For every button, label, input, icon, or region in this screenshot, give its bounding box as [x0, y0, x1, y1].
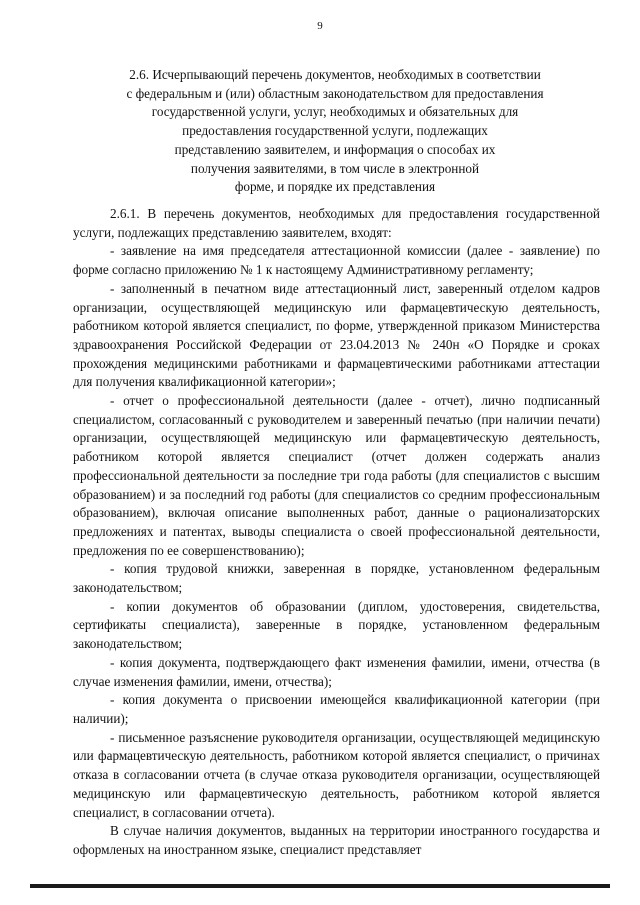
bottom-rule — [30, 884, 610, 888]
section-heading — [100, 66, 570, 197]
heading-line: с федеральным и (или) областным законодательством для предоставления — [126, 85, 544, 101]
heading-line: представлению заявителем, и информация о способах их — [174, 141, 496, 157]
paragraph-item: - копия документа, подтверждающего факт изменения фамилии, имени, отчества (в случае изменения фамилии, имени, отчества); — [73, 654, 600, 689]
heading-line: 2.6. Исчерпывающий перечень документов, необходимых в соответствии — [129, 67, 541, 82]
document-body — [73, 205, 600, 860]
paragraph-item: - заявление на имя председателя аттестационной комиссии (далее - заявление) по форме согласно приложению № 1 к настоящему Административному регламенту; — [73, 243, 600, 278]
paragraph-item: - копия документа о присвоении имеющейся квалификационной категории (при наличии); — [73, 692, 600, 726]
page-number: 9 — [317, 20, 323, 32]
heading-line: получения заявителями, в том числе в электронной — [190, 160, 480, 176]
paragraph-item: - отчет о профессиональной деятельности (далее - отчет), лично подписанный специалистом, согласованный с руководителем и заверенный печатью (при наличии печати) организации, осуществляющей медицинскую или фармацевтическую деятельность, работником которой является специалист (отчет должен содержать анализ профессиональной деятельности за последние три года работы (для специалистов с высшим образованием) и за последний год работы (для специалистов со средним профессиональным образованием), включая описание выполненных работ, данные о рационализаторских предложениях и патентах, выводы специалиста о своей профессиональной деятельности, предложения по ее совершенствованию); — [73, 393, 600, 558]
paragraph-item: - копии документов об образовании (диплом, удостоверения, свидетельства, сертификаты специалиста), заверенные в порядке, установленном федеральным законодательством; — [73, 598, 600, 652]
heading-line: государственной услуги, услуг, необходимых и обязательных для — [151, 104, 519, 120]
paragraph-closing: В случае наличия документов, выданных на территории иностранного государства и оформленых на иностранном языке, специалист представляет — [73, 823, 600, 857]
paragraph-item: - заполненный в печатном виде аттестационный лист, заверенный отделом кадров организации, осуществляющей медицинскую или фармацевтическую деятельность, работником которой является специалист, по форме, утвержденной приказом Министерства здравоохранения Российской Федерации от 23.04.2013 № 240н «О Порядке и сроках прохождения медицинскими работниками и фармацевтическими работниками аттестации для получения квалификационной категории»; — [73, 280, 600, 390]
heading-line: предоставления государственной услуги, подлежащих — [182, 123, 488, 139]
paragraph-item: - письменное разъяснение руководителя организации, осуществляющей медицинскую или фармацевтическую деятельность, работником которой является специалист, о причинах отказа в согласовании отчета (в случае отказа руководителя организации, осуществляющей медицинскую или фармацевтическую деятельность, работником которой является специалист, в согласовании отчета). — [73, 729, 600, 820]
paragraph-item: - копия трудовой книжки, заверенная в порядке, установленном федеральным законодательством; — [73, 561, 600, 596]
paragraph-intro: 2.6.1. В перечень документов, необходимых для предоставления государственной услуги, подлежащих представлению заявителем, входят: — [73, 206, 600, 240]
heading-line: форме, и порядке их представления — [234, 179, 436, 195]
